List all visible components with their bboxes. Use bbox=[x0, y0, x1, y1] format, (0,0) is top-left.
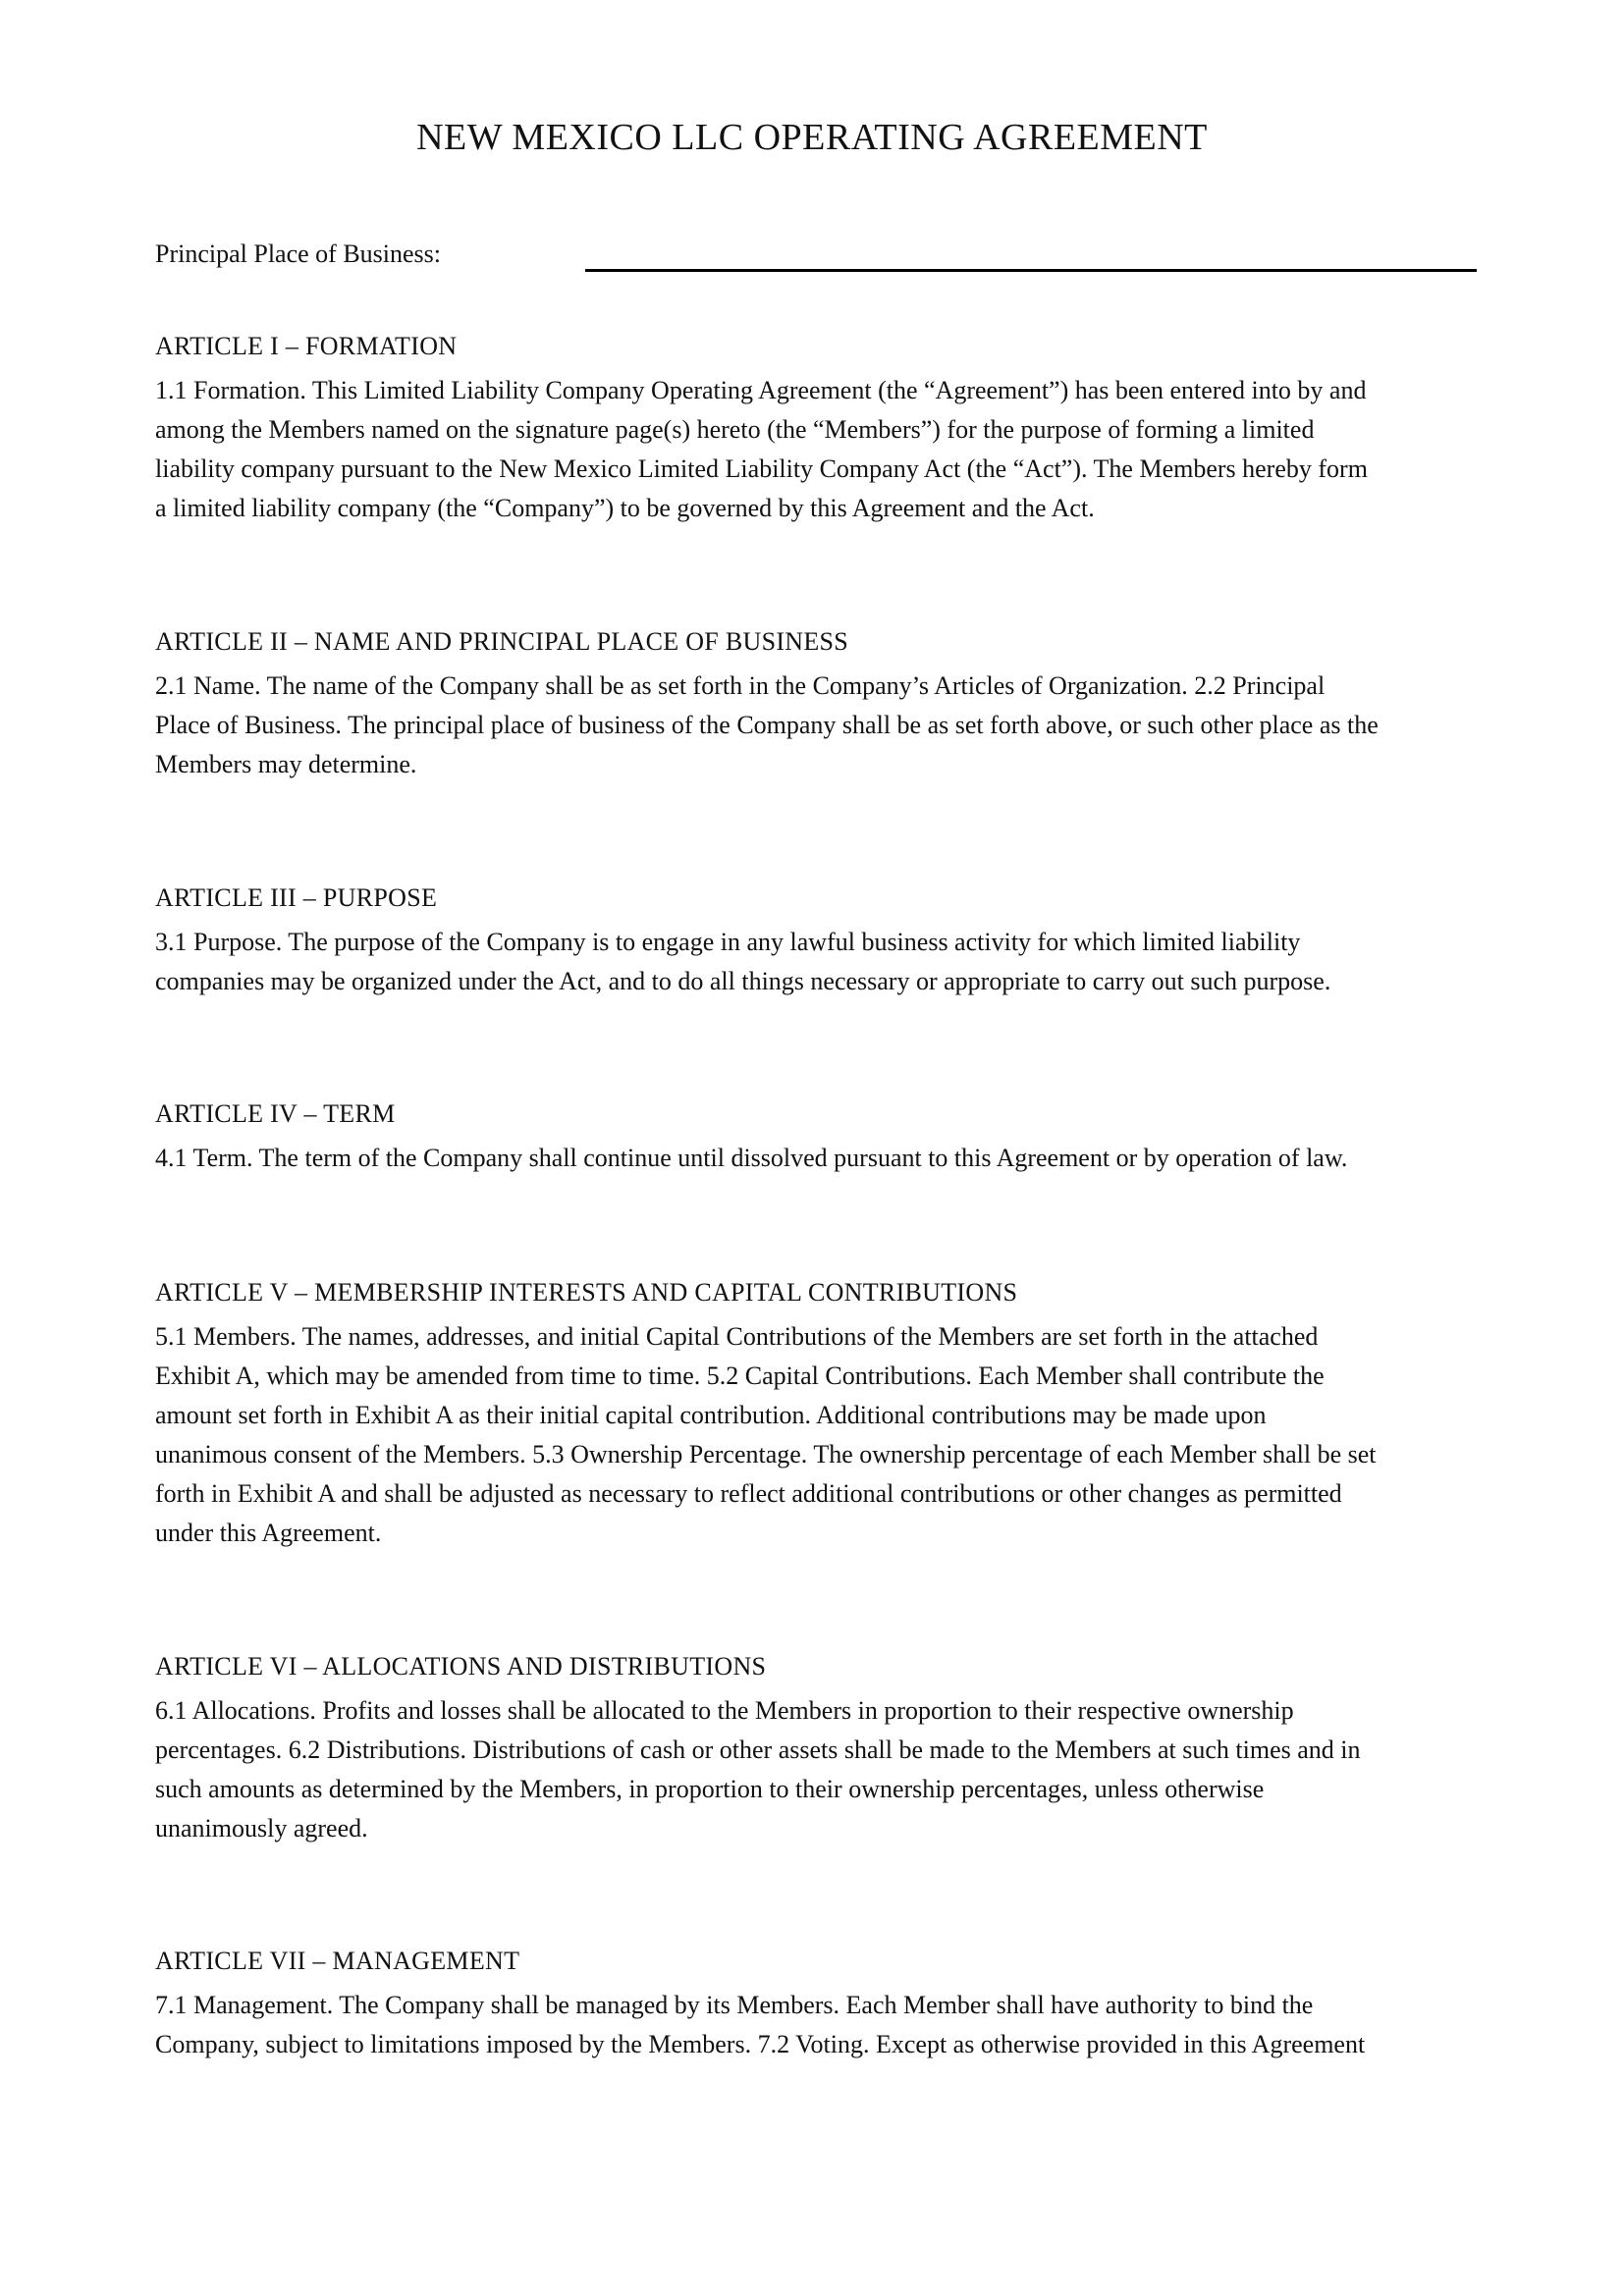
article-heading: ARTICLE VI – ALLOCATIONS AND DISTRIBUTIONS bbox=[155, 1652, 767, 1681]
body-line: Exhibit A, which may be amended from time to time. 5.2 Capital Contributions. Each Member shall contribute the bbox=[155, 1362, 1325, 1390]
body-line: 7.1 Management. The Company shall be managed by its Members. Each Member shall have authority to bind the bbox=[155, 1991, 1314, 2019]
body-line: percentages. 6.2 Distributions. Distributions of cash or other assets shall be made to the Members at such times and in bbox=[155, 1735, 1361, 1764]
body-line: liability company pursuant to the New Mexico Limited Liability Company Act (the “Act”). The Members hereby form bbox=[155, 454, 1368, 483]
article-allocations bbox=[155, 1650, 1481, 1848]
body-line: unanimous consent of the Members. 5.3 Ownership Percentage. The ownership percentage of each Member shall be set bbox=[155, 1440, 1377, 1468]
body-line: forth in Exhibit A and shall be adjusted as necessary to reflect additional contributions or other changes as permitted bbox=[155, 1479, 1342, 1508]
body-line: 6.1 Allocations. Profits and losses shall be allocated to the Members in proportion to their respective ownership bbox=[155, 1696, 1294, 1725]
body-line: 5.1 Members. The names, addresses, and initial Capital Contributions of the Members are set forth in the attached bbox=[155, 1322, 1319, 1351]
body-line: Place of Business. The principal place of business of the Company shall be as set forth above, or such other place as the bbox=[155, 711, 1379, 739]
body-line: Company, subject to limitations imposed by the Members. 7.2 Voting. Except as otherwise provided in this Agreement bbox=[155, 2030, 1366, 2058]
article-body bbox=[155, 1691, 1481, 1848]
article-body bbox=[155, 1986, 1481, 2064]
article-body bbox=[155, 371, 1481, 528]
article-heading: ARTICLE V – MEMBERSHIP INTERESTS AND CAPITAL CONTRIBUTIONS bbox=[155, 1278, 1018, 1307]
body-line: 4.1 Term. The term of the Company shall continue until dissolved pursuant to this Agreement or by operation of law. bbox=[155, 1144, 1348, 1172]
body-line: a limited liability company (the “Company”) to be governed by this Agreement and the Act. bbox=[155, 494, 1095, 522]
article-heading: ARTICLE II – NAME AND PRINCIPAL PLACE OF BUSINESS bbox=[155, 627, 849, 656]
body-line: 1.1 Formation. This Limited Liability Company Operating Agreement (the “Agreement”) has been entered into by and bbox=[155, 376, 1367, 404]
body-line: 3.1 Purpose. The purpose of the Company is to engage in any lawful business activity for which limited liability bbox=[155, 928, 1301, 956]
article-membership bbox=[155, 1276, 1481, 1553]
body-line: amount set forth in Exhibit A as their initial capital contribution. Additional contributions may be made upon bbox=[155, 1401, 1267, 1429]
body-line: among the Members named on the signature page(s) hereto (the “Members”) for the purpose of forming a limited bbox=[155, 415, 1315, 444]
principal-place-blank-line bbox=[585, 269, 1477, 272]
article-body bbox=[155, 1317, 1481, 1553]
article-heading: ARTICLE I – FORMATION bbox=[155, 332, 458, 360]
principal-place-label: Principal Place of Business: bbox=[155, 240, 442, 268]
body-line: under this Agreement. bbox=[155, 1519, 382, 1547]
body-line: such amounts as determined by the Members, in proportion to their ownership percentages, unless otherwise bbox=[155, 1775, 1265, 1803]
article-heading: ARTICLE III – PURPOSE bbox=[155, 883, 438, 912]
article-body bbox=[155, 1139, 1481, 1178]
article-heading: ARTICLE VII – MANAGEMENT bbox=[155, 1947, 520, 1975]
article-body bbox=[155, 923, 1481, 1001]
article-term bbox=[155, 1097, 1481, 1178]
article-name-and-place bbox=[155, 625, 1481, 784]
body-line: 2.1 Name. The name of the Company shall be as set forth in the Company’s Articles of Organization. 2.2 Principal bbox=[155, 671, 1326, 700]
article-management bbox=[155, 1945, 1481, 2064]
body-line: companies may be organized under the Act, and to do all things necessary or appropriate to carry out such purpose. bbox=[155, 967, 1331, 995]
article-purpose bbox=[155, 881, 1481, 1001]
document-title: NEW MEXICO LLC OPERATING AGREEMENT bbox=[416, 117, 1208, 158]
body-line: Members may determine. bbox=[155, 750, 417, 778]
article-body bbox=[155, 667, 1481, 784]
article-heading: ARTICLE IV – TERM bbox=[155, 1099, 396, 1128]
body-line: unanimously agreed. bbox=[155, 1814, 368, 1842]
article-formation bbox=[155, 330, 1481, 528]
